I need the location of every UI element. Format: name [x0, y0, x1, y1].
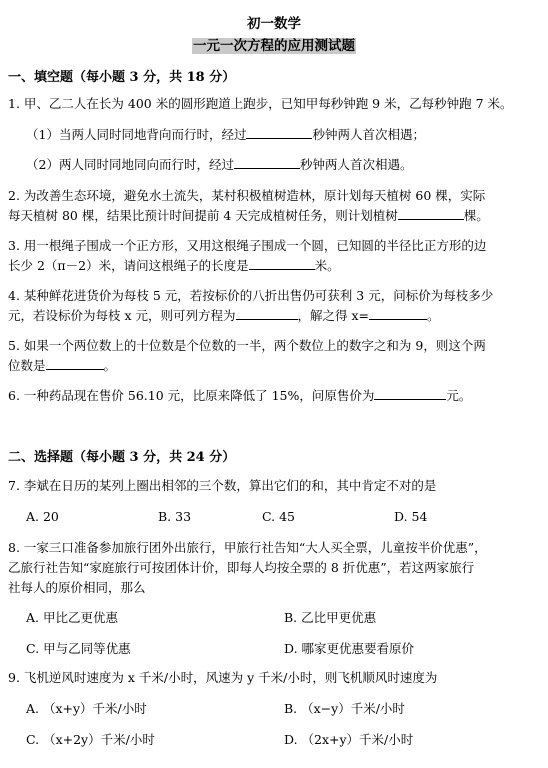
option-b[interactable]: B. 33	[158, 509, 192, 524]
q3-suffix: 米。	[314, 258, 340, 273]
option-d[interactable]: D. 哪家更优惠要看原价	[284, 641, 415, 656]
q1-part2-suffix: 秒钟两人首次相遇。	[299, 157, 413, 172]
option-c[interactable]: C. 45	[262, 509, 295, 524]
question-6	[8, 387, 471, 405]
answer-blank[interactable]	[374, 387, 446, 400]
q4-text: 元，若设标价为每枝 x 元，则可列方程为	[8, 308, 236, 323]
option-a[interactable]: A. 甲比乙更优惠	[26, 610, 118, 625]
q1-part1-text: （1）当两人同时同地背向而行时，经过	[26, 127, 247, 142]
page-title: 初一数学	[247, 16, 301, 32]
q2-suffix: 棵。	[463, 208, 489, 223]
question-3-line-1: 3. 用一根绳子围成一个正方形，又用这根绳子围成一个圆，已知圆的半径比正方形的边	[8, 238, 487, 253]
option-a[interactable]: A. （x+y）千米/小时	[26, 701, 147, 716]
option-b[interactable]: B. （x−y）千米/小时	[284, 701, 405, 716]
q1-part2-text: （2）两人同时同地同向而行时，经过	[26, 157, 234, 172]
question-8-line-3: 社每人的原价相同，那么	[8, 580, 146, 595]
option-b[interactable]: B. 乙比甲更优惠	[284, 610, 377, 625]
section-choice-heading: 二、选择题（每小题 3 分，共 24 分）	[8, 450, 236, 465]
q4-suffix: 。	[427, 308, 440, 323]
question-5-line-1: 5. 如果一个两位数上的十位数是个位数的一半，两个数位上的数字之和为 9，则这个两	[8, 338, 486, 353]
option-c[interactable]: C. （x+2y）千米/小时	[26, 732, 155, 747]
answer-blank[interactable]	[46, 357, 104, 370]
question-5-line-2	[8, 357, 116, 375]
question-4-line-1: 4. 某种鲜花进货价为每枝 5 元，若按标价的八折出售仍可获利 3 元，问标价为每枝多少	[8, 288, 494, 303]
q6-suffix: 元。	[446, 388, 472, 403]
question-1-part-2	[26, 156, 412, 174]
answer-blank[interactable]	[369, 307, 427, 320]
option-a[interactable]: A. 20	[26, 509, 59, 524]
question-9-stem: 9. 飞机逆风时速度为 x 千米/小时，风速为 y 千米/小时，则飞机顺风时速度为	[8, 670, 438, 685]
section-fill-in-heading: 一、填空题（每小题 3 分，共 18 分）	[8, 70, 236, 85]
question-1-stem: 1. 甲、乙二人在长为 400 米的圆形跑道上跑步，已知甲每秒钟跑 9 米，乙每秒钟跑 7 米。	[8, 96, 513, 111]
q5-text: 位数是	[8, 358, 46, 373]
page-subtitle	[0, 34, 548, 54]
question-8-line-1: 8. 一家三口准备参加旅行团外出旅行，甲旅行社告知“大人买全票，儿童按半价优惠”，	[8, 540, 487, 555]
option-d[interactable]: D. （2x+y）千米/小时	[284, 732, 414, 747]
question-4-line-2	[8, 307, 440, 325]
question-1-part-1	[26, 126, 425, 144]
question-8-line-2: 乙旅行社告知“家庭旅行可按团体计价，即每人均按全票的 8 折优惠”，若这两家旅行	[8, 560, 475, 575]
question-2-line-1: 2. 为改善生态环境，避免水土流失，某村积极植树造林，原计划每天植树 60 棵，实际	[8, 188, 486, 203]
q4-middle: ，解之得 x=	[297, 308, 369, 323]
question-7-stem: 7. 李斌在日历的某列上圈出相邻的三个数，算出它们的和，其中肯定不对的是	[8, 478, 437, 493]
answer-blank[interactable]	[236, 307, 298, 320]
option-d[interactable]: D. 54	[394, 509, 428, 524]
q2-text: 每天植树 80 棵，结果比预计时间提前 4 天完成植树任务，则计划植树	[8, 208, 398, 223]
q3-text: 长少 2（π－2）米，请问这根绳子的长度是	[8, 258, 249, 273]
q1-part1-suffix: 秒钟两人首次相遇；	[312, 127, 425, 142]
answer-blank[interactable]	[234, 156, 300, 169]
answer-blank[interactable]	[249, 257, 315, 270]
question-3-line-2	[8, 257, 340, 275]
answer-blank[interactable]	[246, 126, 312, 139]
answer-blank[interactable]	[398, 207, 464, 220]
q6-text: 6. 一种药品现在售价 56.10 元，比原来降低了 15%，问原售价为	[8, 388, 375, 403]
option-c[interactable]: C. 甲与乙同等优惠	[26, 641, 131, 656]
subtitle-text: 一元一次方程的应用测试题	[193, 38, 355, 54]
question-2-line-2	[8, 207, 489, 225]
q5-suffix: 。	[103, 358, 117, 373]
